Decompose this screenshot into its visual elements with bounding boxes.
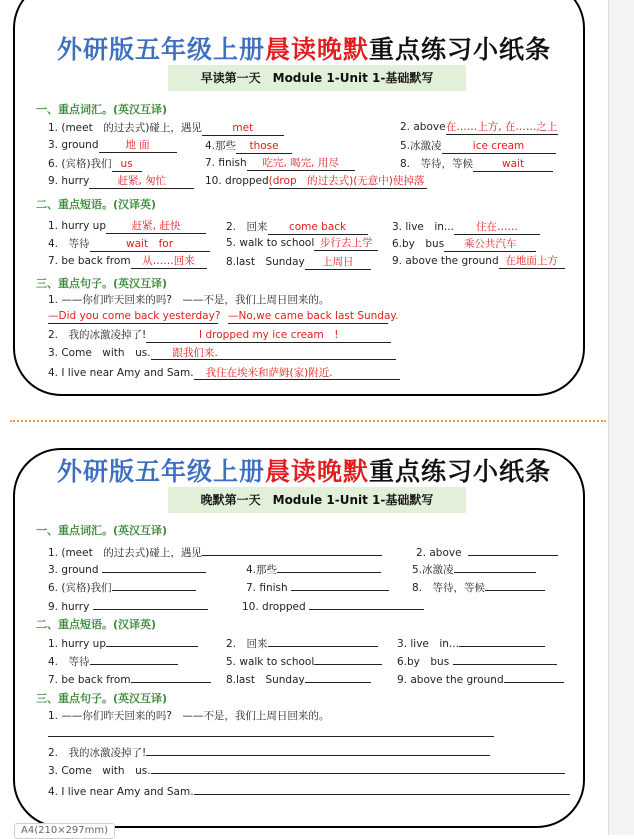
- answer-line: met: [202, 121, 284, 136]
- section-heading-vocab: 一、重点词汇。(英汉互译): [36, 103, 168, 116]
- phrase-item: 9. above the ground 在地面上方: [392, 254, 565, 269]
- answer-line[interactable]: [131, 668, 211, 683]
- vocab-item: 1. (meet 的过去式)碰上，遇见 met: [48, 120, 284, 136]
- phrase-item: 4. 等待 wait for: [48, 236, 210, 252]
- phrase-item: 6.by bus: [397, 650, 557, 669]
- answer-line[interactable]: [202, 541, 382, 556]
- vocab-item: 1. (meet 的过去式)碰上，遇见: [48, 541, 382, 560]
- vocab-item: 5.冰激凌 ice cream: [400, 138, 556, 154]
- vocab-item: 6. (宾格)我们: [48, 576, 196, 595]
- vocab-item: 8. 等待，等候 wait: [400, 156, 553, 172]
- title-part-2: 晨读晚默: [264, 457, 369, 486]
- section-heading-sentences: 三、重点句子。(英汉互译): [36, 692, 168, 705]
- answer-line: 乘公共汽车: [444, 237, 536, 252]
- answer-line[interactable]: [468, 541, 558, 556]
- sentence-item: 2. 我的冰激凌掉了!: [48, 741, 490, 760]
- answer-line[interactable]: [504, 668, 564, 683]
- answer-line: —No,we came back last Sunday.: [228, 310, 399, 322]
- answer-line: wait: [473, 157, 553, 172]
- sentence-item: 4. I live near Amy and Sam. 我住在埃米和萨姆(家)附近.: [48, 366, 400, 380]
- vocab-item: 6. (宾格)我们 us: [48, 156, 142, 172]
- sentence-item: 2. 我的冰激凌掉了! I dropped my ice cream !: [48, 327, 391, 343]
- phrase-item: 9. above the ground: [397, 668, 564, 686]
- phrase-item: 8.last Sunday: [226, 668, 371, 687]
- sentence-item: 3. Come with us. 跟我们来.: [48, 345, 396, 360]
- viewer-gutter: [608, 0, 634, 835]
- vocab-item: 2. above: [416, 541, 558, 559]
- sentence-prompt: 1. ——你们昨天回来的吗? ——不是，我们上周日回来的。: [48, 294, 330, 306]
- answer-line[interactable]: [102, 558, 206, 573]
- section-heading-vocab: 一、重点词汇。(英汉互译): [36, 524, 168, 537]
- sentence-item: 4. I live near Amy and Sam.: [48, 780, 570, 798]
- answer-line: 步行去上学: [314, 236, 378, 251]
- phrase-item: 7. be back from: [48, 668, 211, 686]
- answer-line[interactable]: [305, 668, 371, 683]
- answer-line: 赶紧, 赶快: [106, 219, 206, 234]
- answer-line: those: [236, 139, 292, 154]
- answer-line[interactable]: [106, 632, 198, 647]
- answer-line: 我住在埃米和萨姆(家)附近.: [194, 366, 400, 380]
- answer-line: 跟我们来.: [151, 346, 396, 360]
- answer-line[interactable]: [314, 650, 382, 665]
- section-heading-sentences: 三、重点句子。(英汉互译): [36, 277, 168, 290]
- section-banner-morning: 早读第一天 Module 1-Unit 1-基础默写: [168, 65, 466, 91]
- vocab-item: 4.那些: [246, 558, 381, 577]
- answer-line: ice cream: [442, 139, 556, 154]
- answer-line: 从……回来: [131, 254, 207, 269]
- sentence-prompt: 1. ——你们昨天回来的吗? ——不是，我们上周日回来的。: [48, 710, 330, 722]
- answer-line[interactable]: [112, 576, 196, 591]
- section-heading-phrases: 二、重点短语。(汉译英): [36, 618, 157, 631]
- answer-line[interactable]: [48, 722, 494, 737]
- page-size-indicator: A4(210×297mm): [14, 823, 115, 839]
- title-part-3: 重点练习小纸条: [369, 457, 552, 486]
- answer-line: come back: [268, 220, 368, 235]
- answer-line: 上周日: [305, 255, 371, 270]
- vocab-item: 10. dropped: [242, 595, 424, 613]
- answer-line[interactable]: [90, 650, 178, 665]
- phrase-item: 1. hurry up 赶紧, 赶快: [48, 219, 206, 234]
- answer-line[interactable]: [453, 650, 557, 665]
- answer-line: 在地面上方: [499, 254, 565, 269]
- vocab-item: 3. ground: [48, 558, 206, 576]
- sentence-answer: [48, 722, 494, 740]
- title-part-2: 晨读晚默: [264, 35, 369, 64]
- answer-line[interactable]: [146, 741, 490, 756]
- vocab-item: 7. finish 吃完, 喝完, 用尽: [205, 156, 355, 171]
- vocab-item: 10. dropped(drop 的过去式)(无意中)使掉落: [205, 174, 427, 189]
- answer-line: 吃完, 喝完, 用尽: [247, 156, 355, 171]
- vocab-item: 9. hurry 赶紧, 匆忙: [48, 174, 194, 189]
- title-part-1: 外研版五年级上册: [56, 35, 265, 64]
- phrase-item: 5. walk to school: [226, 650, 382, 668]
- answer-line: —Did you come back yesterday?: [48, 310, 221, 322]
- sheet-title-evening: [0, 452, 608, 488]
- vocab-item: 5.冰激凌: [412, 558, 536, 577]
- vocab-item: 9. hurry: [48, 595, 208, 613]
- vocab-item: 3. ground 地 面: [48, 138, 177, 153]
- answer-line: 在……上方, 在……之上: [445, 121, 558, 133]
- vocab-item: 4.那些 those: [205, 138, 292, 154]
- answer-line: (drop 的过去式)(无意中)使掉落: [269, 174, 427, 189]
- answer-line[interactable]: [194, 780, 570, 795]
- answer-line[interactable]: [459, 632, 545, 647]
- phrase-item: 7. be back from 从……回来: [48, 254, 207, 269]
- section-banner-evening: 晚默第一天 Module 1-Unit 1-基础默写: [168, 487, 466, 513]
- answer-line: 赶紧, 匆忙: [89, 174, 194, 189]
- answer-line[interactable]: [291, 576, 389, 591]
- section-heading-phrases: 二、重点短语。(汉译英): [36, 198, 157, 211]
- phrase-item: 8.last Sunday 上周日: [226, 254, 371, 270]
- phrase-item: 2. 回来: [226, 632, 378, 651]
- answer-line[interactable]: [309, 595, 424, 610]
- phrase-item: 1. hurry up: [48, 632, 198, 650]
- phrase-item: 3. live in...: [397, 632, 545, 651]
- answer-line[interactable]: [485, 576, 545, 591]
- answer-line[interactable]: [151, 759, 565, 774]
- answer-line[interactable]: [277, 558, 381, 573]
- answer-line[interactable]: [268, 632, 378, 647]
- answer-line: I dropped my ice cream !: [146, 328, 391, 343]
- sentence-item: 3. Come with us.: [48, 759, 565, 778]
- vocab-item: 8. 等待，等候: [412, 576, 545, 595]
- phrase-item: 5. walk to school 步行去上学: [226, 236, 378, 251]
- phrase-item: 2. 回来 come back: [226, 219, 368, 235]
- sheet-title-morning: [0, 30, 608, 66]
- phrase-item: 4. 等待: [48, 650, 178, 669]
- vocab-item: 7. finish: [246, 576, 389, 594]
- answer-line: us: [112, 157, 142, 172]
- answer-line[interactable]: [454, 558, 536, 573]
- vocab-item: 2. above在……上方, 在……之上: [400, 121, 558, 133]
- page-divider: [10, 420, 606, 422]
- phrase-item: 3. live in... 住在……: [392, 219, 540, 235]
- answer-line[interactable]: [93, 595, 208, 610]
- answer-line: wait for: [90, 237, 210, 252]
- sentence-answer: [48, 309, 399, 324]
- title-part-3: 重点练习小纸条: [369, 35, 552, 64]
- answer-line: 住在……: [454, 220, 540, 235]
- title-part-1: 外研版五年级上册: [56, 457, 265, 486]
- phrase-item: 6.by bus 乘公共汽车: [392, 236, 536, 252]
- answer-line: 地 面: [99, 138, 177, 153]
